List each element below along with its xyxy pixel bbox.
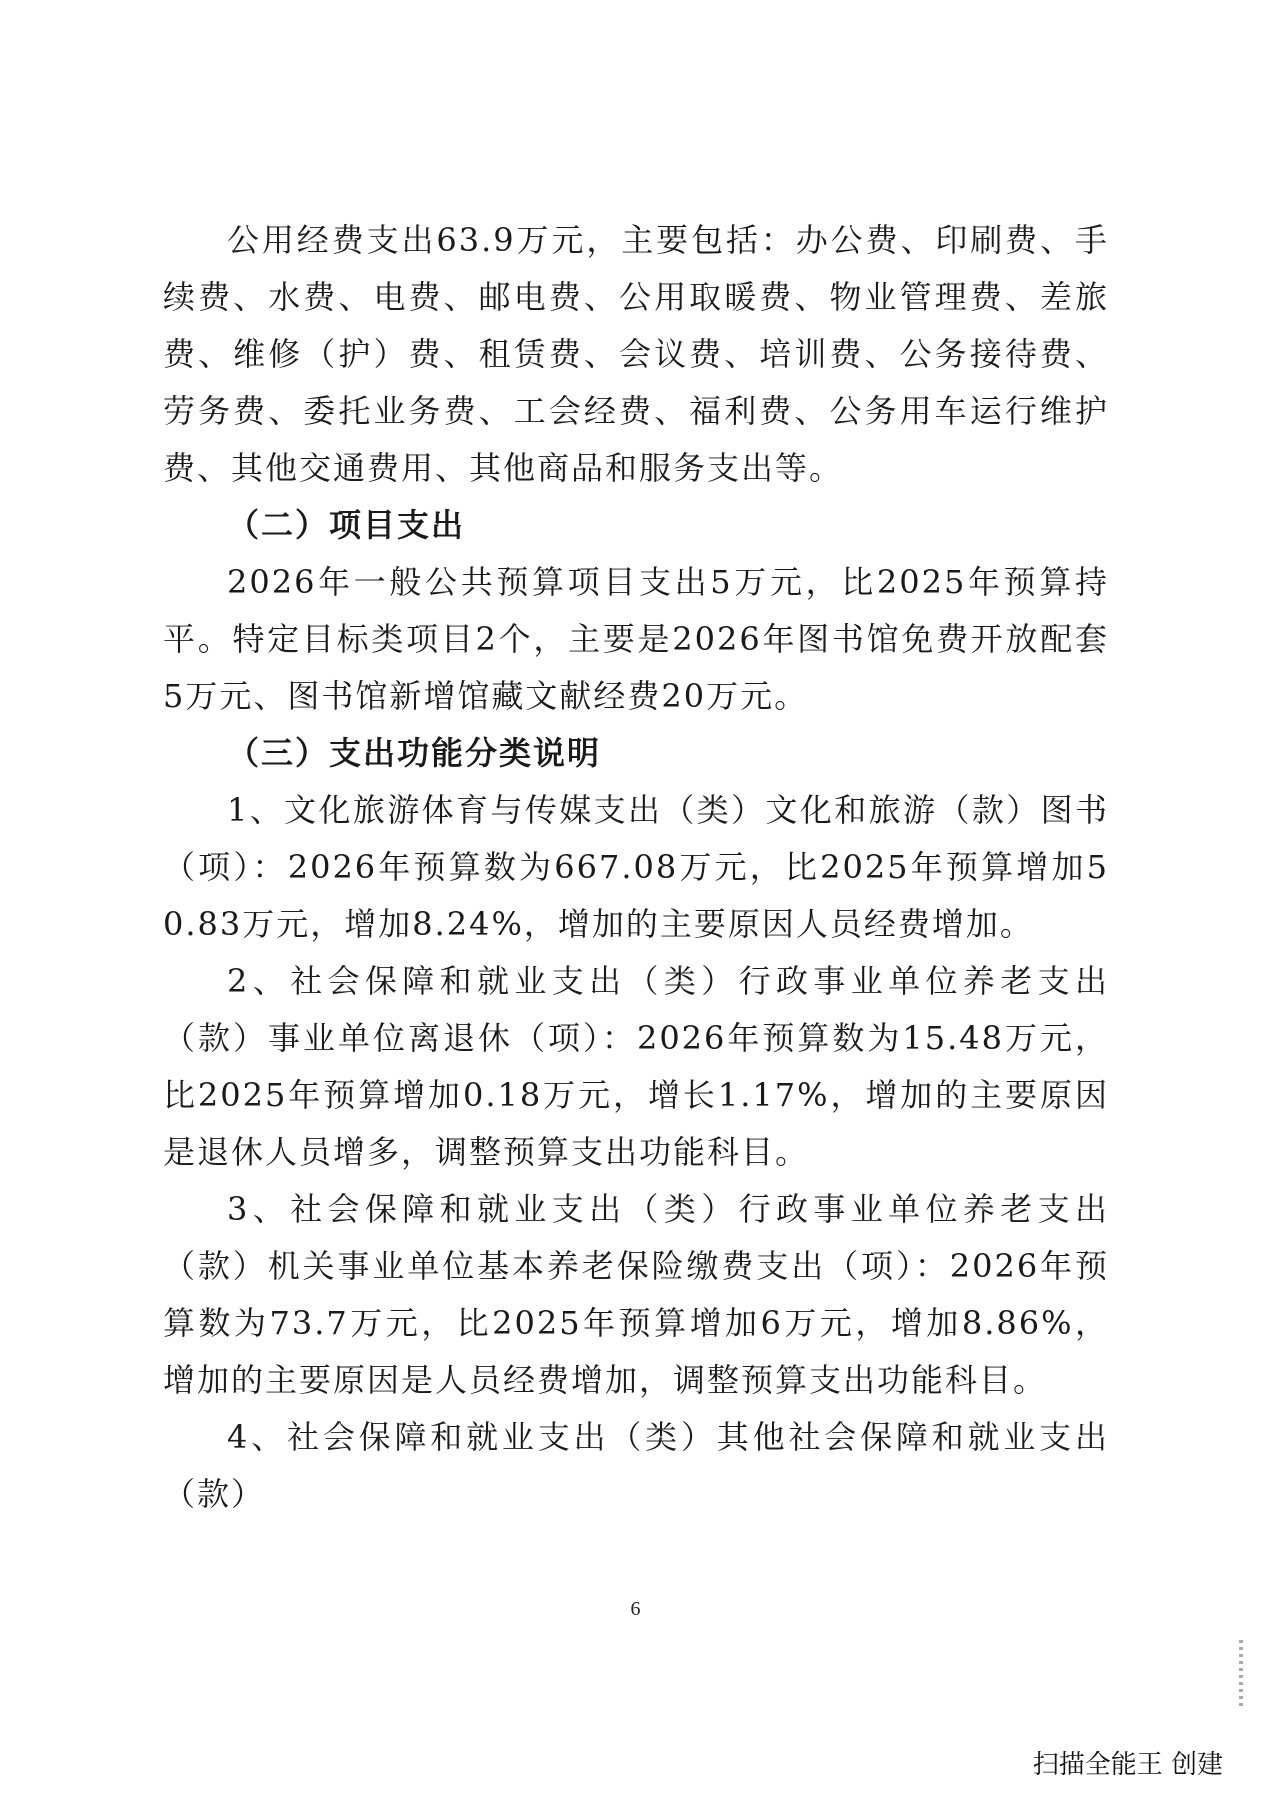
paragraph-project-expenditure: 2026年一般公共预算项目支出5万元，比2025年预算持平。特定目标类项目2个，主要是2026年图书馆免费开放配套5万元、图书馆新增馆藏文献经费20万元。 (163, 563, 1109, 715)
paragraph-item-3: 3、社会保障和就业支出（类）行政事业单位养老支出（款）机关事业单位基本养老保险缴费支出（项）：2026年预算数为73.7万元，比2025年预算增加6万元，增加8.86%，增加的主要原因是人员经费增加，调整预算支出功能科目。 (163, 1190, 1109, 1399)
page-number: 6 (630, 1598, 641, 1620)
paragraph-item-4: 4、社会保障和就业支出（类）其他社会保障和就业支出（款） (163, 1418, 1109, 1513)
paragraph-item-2: 2、社会保障和就业支出（类）行政事业单位养老支出（款）事业单位离退休（项）：2026年预算数为15.48万元，比2025年预算增加0.18万元，增长1.17%，增加的主要原因是退休人员增多，调整预算支出功能科目。 (163, 962, 1109, 1171)
paragraph-item-1: 1、文化旅游体育与传媒支出（类）文化和旅游（款）图书（项）：2026年预算数为667.08万元，比2025年预算增加50.83万元，增加8.24%，增加的主要原因人员经费增加。 (163, 791, 1109, 943)
paragraph-public-funds: 公用经费支出63.9万元，主要包括：办公费、印刷费、手续费、水费、电费、邮电费、公用取暖费、物业管理费、差旅费、维修（护）费、租赁费、会议费、培训费、公务接待费、劳务费、委托业务费、工会经费、福利费、公务用车运行维护费、其他交通费用、其他商品和服务支出等。 (163, 221, 1109, 487)
heading-functional-classification: （三）支出功能分类说明 (227, 734, 602, 772)
document-body (163, 212, 1109, 1523)
scan-edge-mark (1239, 1640, 1243, 1710)
heading-project-expenditure: （二）项目支出 (227, 506, 466, 544)
scanner-watermark: 扫描全能王 创建 (1032, 1750, 1223, 1780)
